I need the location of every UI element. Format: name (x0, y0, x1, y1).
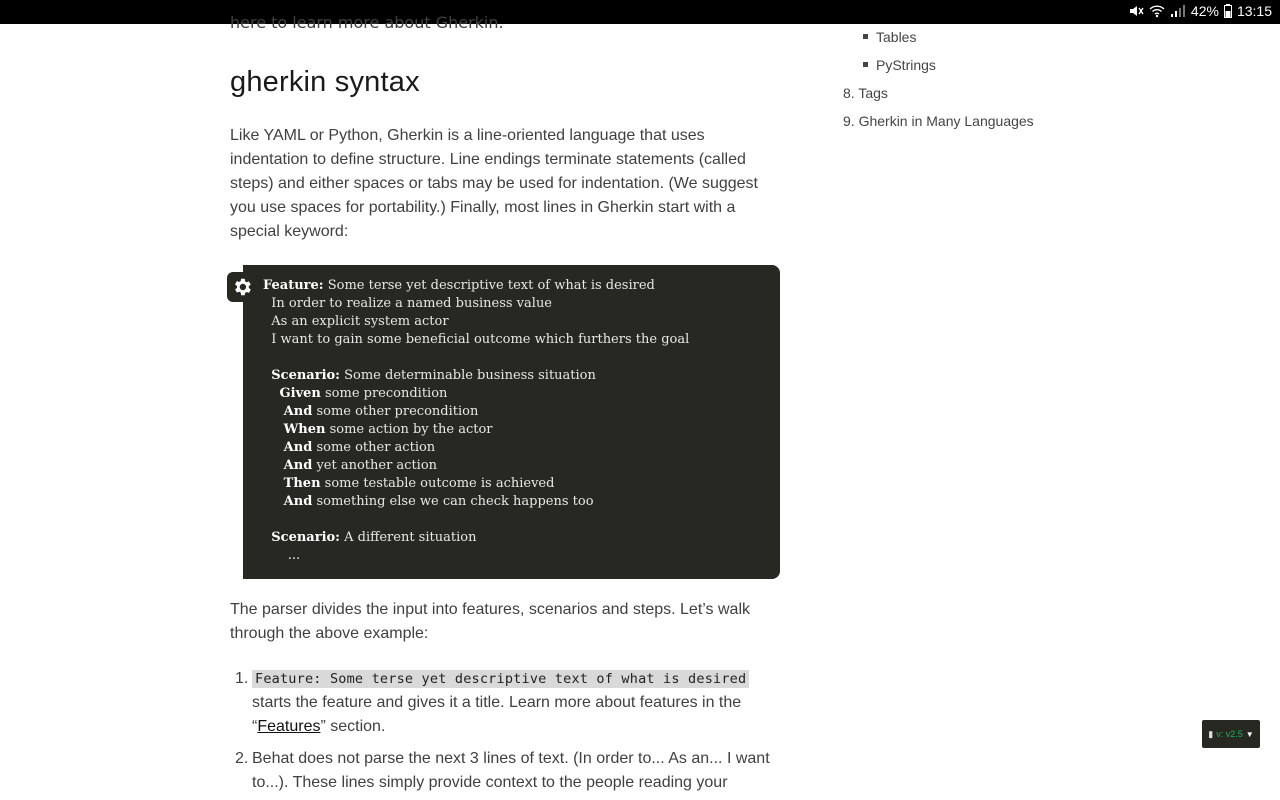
code-line: I want to gain some beneficial outcome which furthers the goal (271, 332, 690, 347)
toc-item-pystrings[interactable] (863, 57, 936, 73)
previous-paragraph-fragment: here to learn more about Gherkin. (230, 13, 504, 32)
clock: 13:15 (1236, 3, 1272, 19)
gherkin-keyword: And (283, 458, 313, 473)
list-item-text: Behat does not parse the next 3 lines of text. (In order to... As an... I want to...). These lines simply provide context to the people reading your (252, 750, 770, 791)
gherkin-keyword: Given (279, 386, 321, 401)
gherkin-keyword: And (283, 440, 313, 455)
signal-icon (1170, 4, 1186, 18)
list-item (230, 667, 790, 739)
list-item (230, 747, 790, 795)
code-line: As an explicit system actor (271, 314, 449, 329)
toc-label: Tables (876, 29, 917, 45)
toc-item-gherkin-languages[interactable]: 9. Gherkin in Many Languages (843, 113, 1034, 129)
code-line: Then some testable outcome is achieved (283, 476, 555, 491)
section-heading: gherkin syntax (230, 66, 420, 98)
code-line: And yet another action (283, 458, 438, 473)
code-line: In order to realize a named business value (271, 296, 553, 311)
list-number: 1. (235, 670, 249, 687)
gherkin-keyword: Scenario: (271, 368, 340, 383)
mute-icon (1128, 4, 1144, 18)
list-number: 2. (235, 750, 249, 767)
gear-icon[interactable] (227, 272, 257, 302)
battery-percent: 42% (1190, 3, 1219, 19)
code-line (263, 511, 689, 529)
steps-list (230, 667, 790, 800)
wifi-icon (1149, 4, 1165, 18)
caret-down-icon: ▼ (1245, 729, 1254, 739)
version-badge[interactable] (1202, 720, 1260, 748)
code-line: ... (287, 548, 301, 563)
code-line: And some other precondition (283, 404, 479, 419)
gherkin-keyword: Feature: (263, 278, 324, 293)
code-line: And some other action (283, 440, 436, 455)
bullet-icon (863, 34, 868, 39)
code-line: And something else we can check happens too (283, 494, 594, 509)
code-line: Scenario: Some determinable business situation (271, 368, 596, 383)
list-item-text: starts the feature and gives it a title. Learn more about features in the “ (252, 694, 742, 735)
parser-paragraph: The parser divides the input into features, scenarios and steps. Let’s walk through the above example: (230, 601, 750, 642)
code-line: Scenario: A different situation (271, 530, 477, 545)
gherkin-keyword: Then (283, 476, 321, 491)
code-lines (263, 277, 689, 565)
list-item-text-end: ” section. (320, 718, 386, 735)
code-line: When some action by the actor (283, 422, 493, 437)
code-line: Given some precondition (279, 386, 448, 401)
toc-label: PyStrings (876, 57, 936, 73)
intro-paragraph: Like YAML or Python, Gherkin is a line-oriented language that uses indentation to define structure. Line endings terminate statements (called steps) and either spaces or tabs may be used for indentation. (We suggest you use spaces for portability.) Finally, most lines in Gherkin start with a special keyword: (230, 127, 758, 240)
book-icon: ▮ (1208, 728, 1214, 739)
toc-item-tags[interactable]: 8. Tags (843, 85, 888, 101)
toc-item-tables[interactable] (863, 29, 916, 45)
gherkin-keyword: Scenario: (271, 530, 340, 545)
features-link[interactable]: Features (257, 718, 321, 735)
battery-icon (1224, 4, 1232, 18)
inline-code: Feature: Some terse yet descriptive text of what is desired (252, 670, 749, 688)
status-bar (0, 0, 1280, 24)
gherkin-keyword: And (283, 494, 313, 509)
version-label: v: v2.5 (1216, 729, 1243, 739)
code-line (263, 349, 689, 367)
bullet-icon (863, 62, 868, 67)
gherkin-keyword: When (283, 422, 326, 437)
gherkin-keyword: And (283, 404, 313, 419)
code-line: Feature: Some terse yet descriptive text of what is desired (263, 278, 655, 293)
